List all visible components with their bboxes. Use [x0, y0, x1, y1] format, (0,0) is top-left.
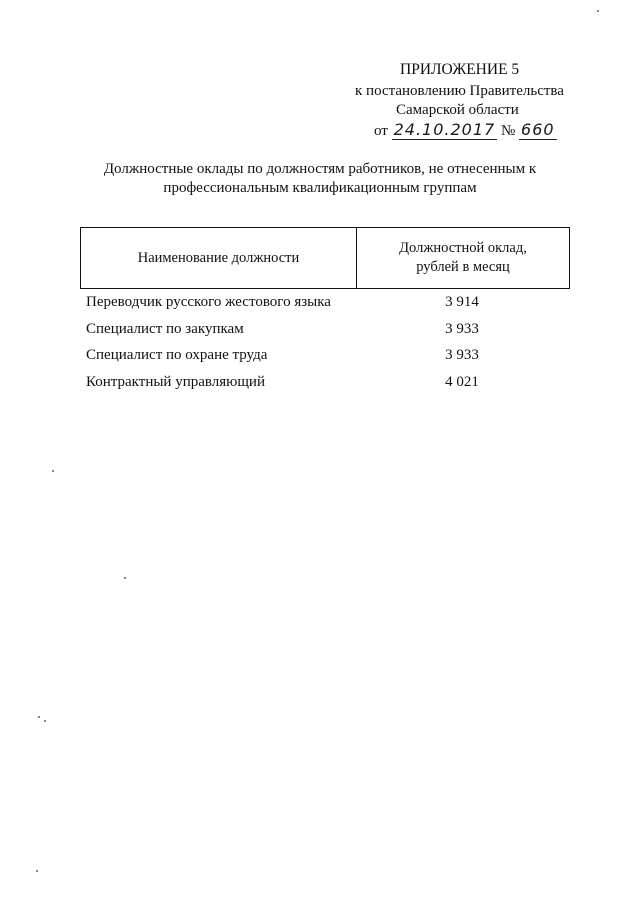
appendix-region-line: Самарской области	[396, 102, 519, 118]
row-salary: 3 933	[445, 347, 479, 363]
row-position: Контрактный управляющий	[86, 373, 265, 390]
handwritten-number: 660	[521, 120, 555, 139]
row-position: Специалист по закупкам	[86, 320, 244, 337]
row-salary: 4 021	[445, 373, 479, 390]
handwritten-date: 24.10.2017	[393, 120, 496, 139]
header-salary-line-1: Должностной оклад,	[399, 240, 527, 256]
table-row	[80, 369, 570, 396]
appendix-resolution-line: к постановлению Правительства	[355, 83, 564, 99]
heading-line-1: Должностные оклады по должностям работников, не отнесенным к	[103, 161, 537, 177]
header-divider	[356, 228, 357, 288]
scan-speck	[124, 577, 126, 579]
scan-speck	[597, 10, 599, 12]
header-salary	[358, 228, 568, 288]
table-row	[80, 342, 570, 369]
appendix-title: ПРИЛОЖЕНИЕ 5	[400, 61, 520, 78]
document-heading	[80, 160, 560, 198]
heading-line-2: профессиональным квалификационным группам	[163, 180, 477, 196]
scan-speck	[38, 716, 40, 718]
header-salary-line-2: рублей в месяц	[416, 259, 510, 275]
scan-speck	[36, 870, 38, 872]
table-header	[80, 227, 570, 289]
date-prefix: от	[374, 123, 388, 139]
header-position: Наименование должности	[137, 249, 300, 266]
scan-speck	[52, 470, 54, 472]
scan-speck	[44, 720, 46, 722]
appendix-date-line	[374, 120, 557, 141]
table-row	[80, 316, 570, 343]
number-prefix: №	[500, 123, 516, 139]
row-position: Специалист по охране труда	[86, 347, 268, 363]
row-position: Переводчик русского жестового языка	[86, 294, 331, 310]
row-salary: 3 914	[445, 294, 479, 310]
row-salary: 3 933	[445, 320, 479, 337]
table-row	[80, 289, 570, 316]
salary-table	[80, 227, 570, 395]
